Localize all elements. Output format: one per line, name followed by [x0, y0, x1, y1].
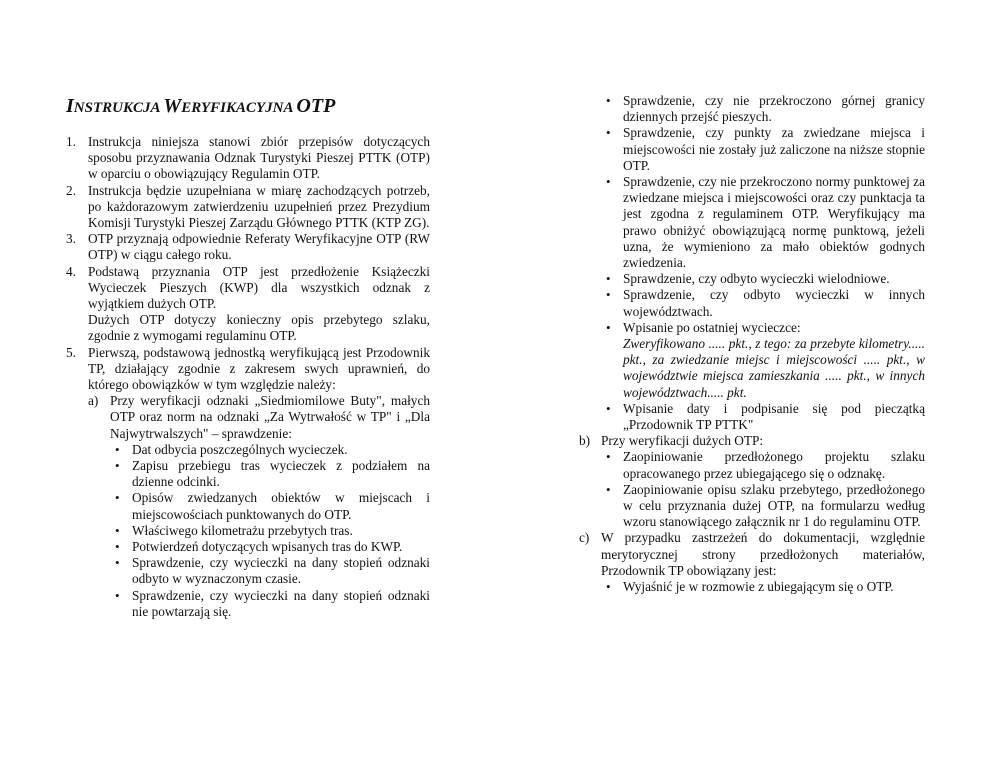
item-number: 3.: [66, 231, 76, 247]
bullet-icon: •: [606, 93, 611, 108]
title-rest-2: ERYFIKACYJNA: [181, 100, 297, 116]
bullet-text: Zapisu przebiegu tras wycieczek z podziałem na dzienne odcinki.: [132, 458, 430, 490]
item-text: OTP przyznają odpowiednie Referaty Weryfikacyjne OTP (RW OTP) w ciągu całego roku.: [88, 231, 430, 263]
verification-formula: Zweryfikowano ..... pkt., z tego: za przebyte kilometry..... pkt., za zwiedzanie miejsc i miejscowości ..... pkt., w województwie miejsca zamieszkania ..... pkt., w innych województwach..... pkt.: [623, 336, 925, 400]
page-title: [66, 95, 436, 119]
item-extra-text: Dużych OTP dotyczy konieczny opis przebytego szlaku, zgodnie z wymogami regulaminu OTP.: [88, 312, 430, 344]
bullet-icon: •: [115, 587, 120, 603]
numbered-list: [66, 134, 430, 620]
bullet-icon: •: [115, 522, 120, 538]
list-item: [66, 134, 430, 183]
sub-item-letter: a): [88, 393, 99, 409]
bullet-text: Sprawdzenie, czy nie przekroczono górnej granicy dziennych przejść pieszych.: [623, 93, 925, 125]
bullet-icon: •: [606, 400, 611, 416]
bullet-icon: •: [115, 441, 120, 457]
bullet-text: Wpisanie po ostatniej wycieczce:: [623, 319, 801, 335]
bullet-item: [601, 482, 925, 531]
list-item: [66, 264, 430, 345]
item-number: 5.: [66, 344, 76, 360]
bullet-icon: •: [606, 271, 611, 287]
bullet-item: [110, 539, 430, 555]
bullet-text: Sprawdzenie, czy punkty za zwiedzane miejsca i miejscowości nie zostały już zaliczone na niższe stopnie OTP.: [623, 125, 925, 173]
bullet-icon: •: [115, 458, 120, 474]
item-number: 4.: [66, 263, 76, 279]
sub-item-text: W przypadku zastrzeżeń do dokumentacji, względnie merytorycznej strony przedłożonych materiałów, Przodownik TP obowiązany jest:: [601, 530, 925, 578]
item-text: Instrukcja niniejsza stanowi zbiór przepisów dotyczących sposobu przyznawania Odznak Turystyki Pieszej PTTK (OTP) w oparciu o obowiązujący Regulamin OTP.: [88, 134, 430, 182]
bullet-text: Dat odbycia poszczególnych wycieczek.: [132, 441, 348, 457]
bullet-text: Sprawdzenie, czy nie przekroczono normy punktowej za zwiedzane miejsca i miejscowości oraz czy punktacja ta jest zgodna z regulaminem OTP. Weryfikujący ma prawo obniżyć obowiązującą normę punktową, jeżeli uzna, że wymieniono za mało obiektów godnych zwiedzenia.: [623, 174, 925, 271]
bullet-icon: •: [606, 287, 611, 303]
list-item: [66, 183, 430, 232]
bullet-icon: •: [115, 539, 120, 555]
bullet-icon: •: [606, 319, 611, 335]
sub-item-c: [579, 530, 925, 595]
bullet-text: Sprawdzenie, czy odbyto wycieczki w innych województwach.: [623, 287, 925, 319]
bullet-text: Sprawdzenie, czy wycieczki na dany stopień odznaki odbyto w wyznaczonym czasie.: [132, 555, 430, 587]
sub-item-b: [579, 433, 925, 530]
bullet-icon: •: [606, 449, 611, 465]
bullet-icon: •: [606, 174, 611, 190]
bullet-icon: •: [606, 481, 611, 497]
list-item: [66, 231, 430, 263]
bullet-item: [110, 588, 430, 620]
item-number: 2.: [66, 182, 76, 198]
bullet-item: [601, 271, 925, 287]
bullet-item: [110, 555, 430, 587]
bullet-item: [601, 579, 925, 595]
bullet-icon: •: [606, 125, 611, 141]
bullet-icon: •: [115, 490, 120, 506]
bullet-item: [110, 442, 430, 458]
item-text: Podstawą przyznania OTP jest przedłożenie Książeczki Wycieczek Pieszych (KWP) dla wszystkich odznak z wyjątkiem dużych OTP.: [88, 263, 430, 312]
item-text: Pierwszą, podstawową jednostką weryfikującą jest Przodownik TP, działający zgodnie z zakresem swych uprawnień, do którego obowiązków w tym względzie należy:: [88, 344, 430, 393]
title-cap-2: W: [163, 95, 182, 117]
title-part-3: OTP: [296, 95, 336, 117]
title-rest-1: NSTRUKCJA: [73, 100, 164, 116]
sub-item-letter: c): [579, 530, 590, 546]
bullet-text: Sprawdzenie, czy odbyto wycieczki wielodniowe.: [623, 271, 890, 287]
sub-item-a-continued: [579, 93, 925, 433]
title-cap-1: I: [66, 95, 74, 117]
list-item: [66, 345, 430, 620]
bullet-text: Wpisanie daty i podpisanie się pod pieczątką „Przodownik TP PTTK": [623, 400, 925, 433]
bullet-text: Właściwego kilometrażu przebytych tras.: [132, 522, 353, 538]
bullet-item: [601, 401, 925, 433]
bullet-text: Sprawdzenie, czy wycieczki na dany stopień odznaki nie powtarzają się.: [132, 587, 430, 619]
bullet-text: Zaopiniowanie opisu szlaku przebytego, przedłożonego w celu przyznania dużej OTP, na formularzu według wzoru stanowiącego załącznik nr 1 do regulaminu OTP.: [623, 481, 925, 530]
bullet-item: [601, 174, 925, 271]
bullet-icon: •: [115, 555, 120, 571]
bullet-item: [110, 490, 430, 522]
bullet-item: [110, 458, 430, 490]
sub-item-a: [88, 393, 430, 620]
bullet-text: Zaopiniowanie przedłożonego projektu szlaku opracowanego przez ubiegającego się o odznakę.: [623, 449, 925, 481]
bullet-icon: •: [606, 579, 611, 595]
bullet-item: [601, 93, 925, 125]
sub-item-text: Przy weryfikacji odznaki „Siedmiomilowe Buty", małych OTP oraz norm na odznaki „Za Wytrwałość w TP" i „Dla Najwytrwalszych" – sprawdzenie:: [110, 393, 430, 441]
bullet-text: Potwierdzeń dotyczących wpisanych tras do KWP.: [132, 539, 403, 555]
sub-item-letter: b): [579, 433, 591, 449]
sub-item-text: Przy weryfikacji dużych OTP:: [601, 433, 764, 449]
bullet-item: [601, 320, 925, 401]
bullet-item: [110, 523, 430, 539]
right-content: [579, 93, 925, 595]
item-number: 1.: [66, 134, 76, 149]
bullet-text: Opisów zwiedzanych obiektów w miejscach i miejscowościach punktowanych do OTP.: [132, 490, 430, 522]
item-text: Instrukcja będzie uzupełniana w miarę zachodzących potrzeb, po każdorazowym zatwierdzeniu uzupełnień przez Prezydium Komisji Turystyki Pieszej Zarządu Głównego PTTK (KTP ZG).: [88, 182, 430, 231]
bullet-item: [601, 125, 925, 174]
bullet-text: Wyjaśnić je w rozmowie z ubiegającym się o OTP.: [623, 579, 894, 595]
bullet-item: [601, 449, 925, 481]
bullet-item: [601, 287, 925, 319]
